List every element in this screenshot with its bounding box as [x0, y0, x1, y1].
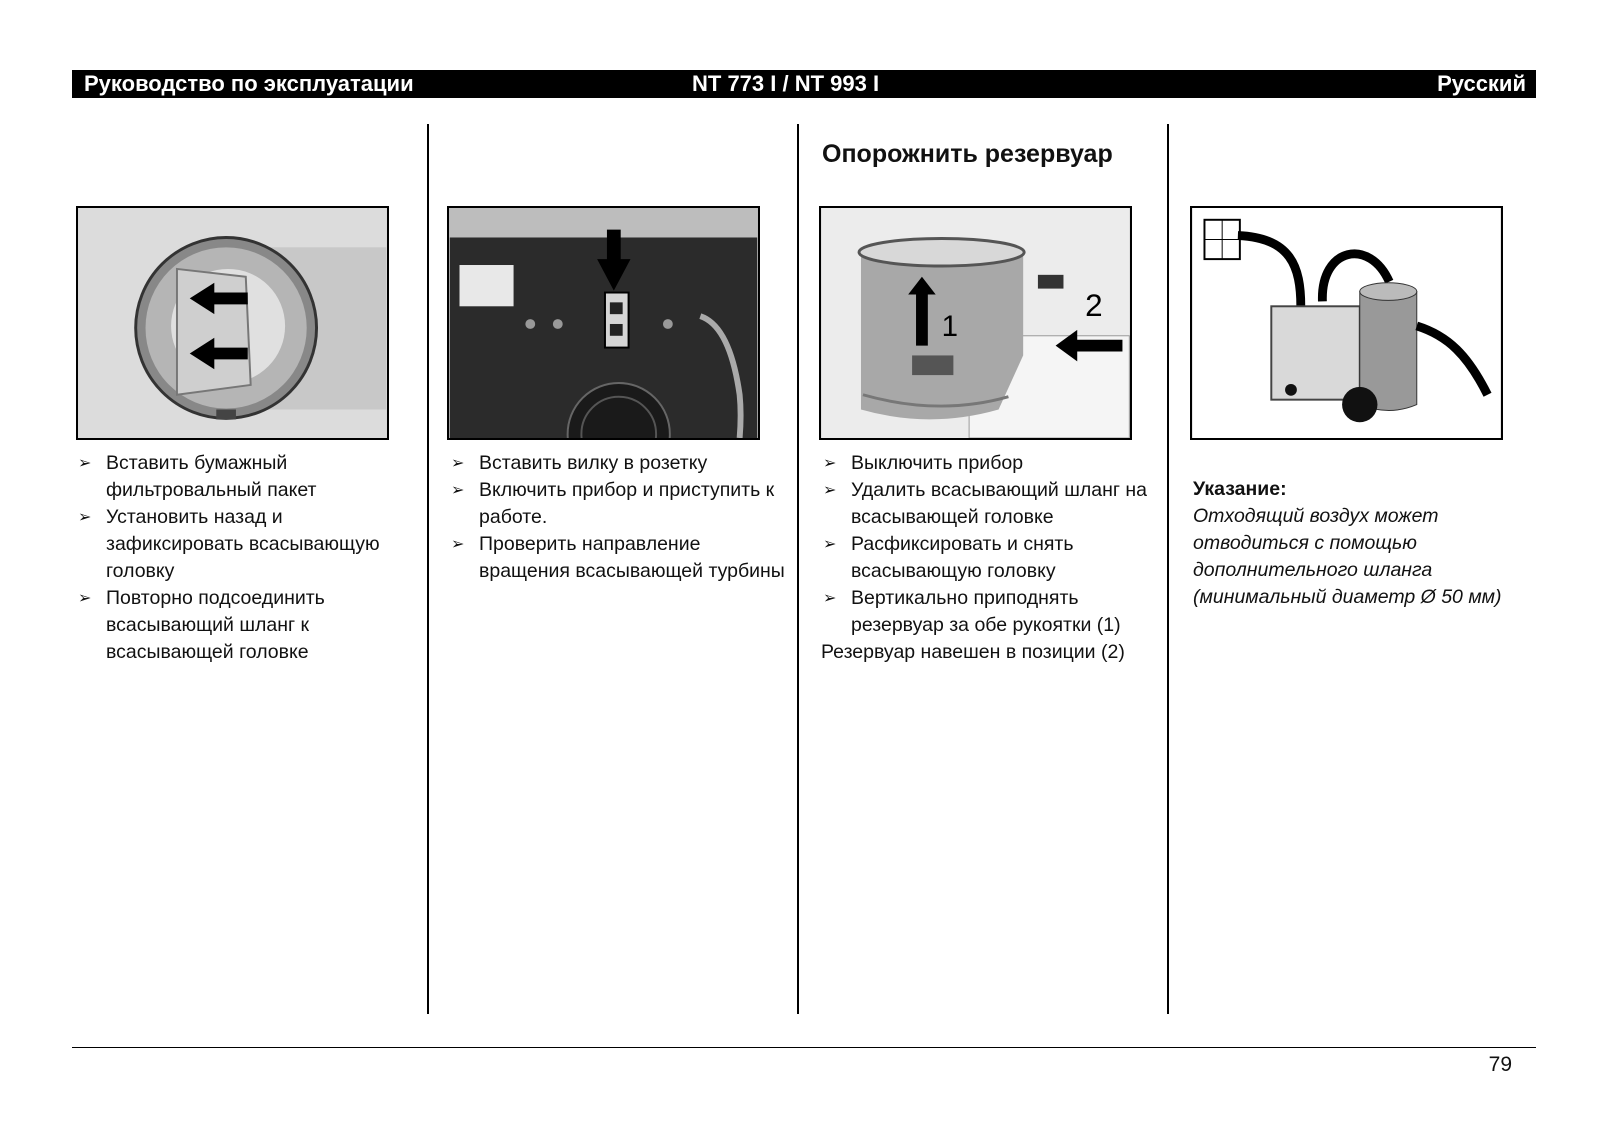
list-item: ➢ Повторно подсоединить всасывающий шланг к всасывающей головке: [78, 587, 325, 663]
bullet-arrow-icon: ➢: [823, 482, 837, 499]
vacuum-hose-illustration: [1192, 208, 1501, 438]
bullet-arrow-icon: ➢: [78, 509, 92, 526]
list-item: ➢ Установить назад и зафиксировать всасывающую головку: [78, 506, 380, 582]
section-title: Опорожнить резервуар: [822, 140, 1113, 168]
bullet-arrow-icon: ➢: [823, 536, 837, 553]
bullet-arrow-icon: ➢: [78, 590, 92, 607]
container-lift-illustration: [821, 208, 1130, 438]
note-text: Отходящий воздух может отводиться с помощью дополнительного шланга (минимальный диаметр Ø 50 мм): [1193, 505, 1502, 608]
column-4: [1193, 450, 1533, 611]
container-position-text: Резервуар навешен в позиции (2): [821, 641, 1125, 663]
list-item: ➢ Выключить прибор: [821, 450, 1161, 477]
figure-filter-bag: [76, 206, 389, 440]
column-2: [449, 450, 789, 585]
plug-socket-illustration: [449, 208, 758, 438]
list-item: ➢ Вертикально приподнять резервуар за обе рукоятки (1): [823, 587, 1121, 636]
bullet-arrow-icon: ➢: [451, 482, 465, 499]
figure-label-2: 2: [1085, 288, 1103, 324]
figure-plug-socket: [447, 206, 760, 440]
column-divider: [1167, 124, 1169, 1014]
list-item: ➢ Проверить направление вращения всасывающей турбины: [451, 533, 785, 582]
filter-bag-illustration: [78, 208, 387, 438]
list-item: ➢ Расфиксировать и снять всасывающую головку: [823, 533, 1074, 582]
header-model: NT 773 I / NT 993 I: [692, 71, 880, 96]
list-item: ➢ Вставить бумажный фильтровальный пакет: [78, 452, 317, 501]
figure-vacuum-hose: [1190, 206, 1503, 440]
figure-container-lift: [819, 206, 1132, 440]
header-manual-title: Руководство по эксплуатации: [84, 71, 414, 96]
column-divider: [427, 124, 429, 1014]
footer-divider: [72, 1047, 1536, 1048]
list-item: ➢ Вставить вилку в розетку: [449, 450, 789, 477]
column-3: [821, 450, 1161, 666]
list-item: ➢ Включить прибор и приступить к работе.: [451, 479, 775, 528]
column-divider: [797, 124, 799, 1014]
bullet-arrow-icon: ➢: [823, 590, 837, 607]
column-1: [76, 450, 416, 666]
page-number: 79: [1488, 1053, 1512, 1076]
page-header: [72, 70, 1536, 98]
note-label: Указание:: [1193, 478, 1287, 500]
bullet-arrow-icon: ➢: [823, 455, 837, 472]
bullet-arrow-icon: ➢: [451, 455, 465, 472]
list-item: ➢ Удалить всасывающий шланг на всасывающей головке: [823, 479, 1148, 528]
figure-label-1: 1: [941, 309, 958, 343]
bullet-arrow-icon: ➢: [78, 455, 92, 472]
bullet-arrow-icon: ➢: [451, 536, 465, 553]
header-language: Русский: [1437, 71, 1526, 96]
